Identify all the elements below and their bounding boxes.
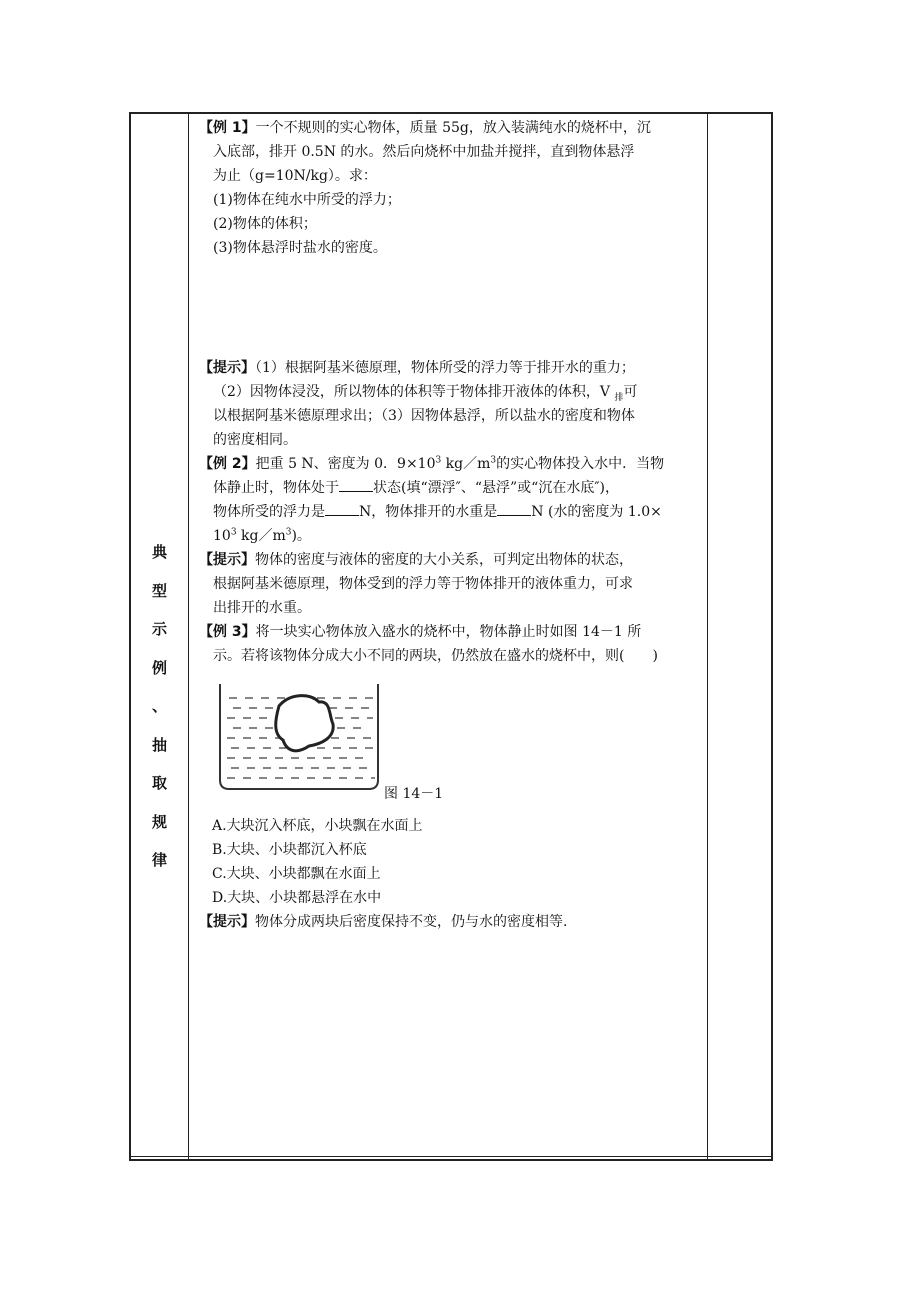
object-shape [276, 696, 333, 751]
text-line [199, 380, 709, 404]
option-c[interactable]: C.大块、小块都飘在水面上 [212, 866, 381, 882]
hint-1 [199, 356, 709, 380]
text-line [199, 476, 709, 500]
text-line: 示。若将该物体分成大小不同的两块，仍然放在盛水的烧杯中，则( ) [213, 648, 658, 664]
example-3 [199, 620, 709, 644]
superscript: 3 [435, 455, 442, 466]
label-char: 规 [151, 812, 167, 831]
text-part: （2）因物体浸没，所以物体的体积等于物体排开液体的体积，V [213, 384, 611, 400]
text-line: 物体的密度与液体的密度的大小关系，可判定出物体的状态， [255, 552, 633, 568]
text-line: 为止（g=10N/kg）。求： [213, 168, 377, 184]
main-content [199, 116, 709, 668]
text-part: 可 [623, 384, 638, 400]
label-char: 取 [151, 774, 167, 792]
answer-space [199, 260, 709, 356]
options-list [212, 814, 423, 910]
text-line: 根据阿基米德原理，物体受到的浮力等于物体排开的液体重力，可求 [213, 576, 633, 592]
text-line: 入底部，排开 0.5N 的水。然后向烧杯中加盐并搅拌，直到物体悬浮 [213, 144, 635, 160]
label-column [131, 114, 189, 1159]
section-label [131, 542, 188, 889]
question-2: (2)物体的体积； [213, 216, 317, 232]
superscript: 3 [285, 527, 292, 538]
example-2 [199, 452, 709, 476]
option-a[interactable]: A.大块沉入杯底，小块飘在水面上 [212, 818, 423, 834]
label-char: 示 [151, 620, 167, 638]
option-b[interactable]: B.大块、小块都沉入杯底 [212, 842, 367, 858]
label-char: 律 [151, 851, 167, 869]
example-1 [199, 116, 709, 140]
label-char: 例 [151, 658, 167, 677]
subscript: 排 [614, 392, 624, 403]
text-part: 把重 5 N、密度为 0．9×10 [255, 456, 436, 472]
text-line: 以根据阿基米德原理求出；（3）因物体悬浮，所以盐水的密度和物体 [213, 408, 635, 424]
hint-tag: 【提示】 [199, 360, 255, 376]
answer-blank[interactable] [339, 477, 373, 492]
label-char: 型 [151, 581, 167, 600]
hint-tag: 【提示】 [199, 552, 255, 568]
label-char: 、 [151, 697, 167, 715]
text-line: 出排开的水重。 [213, 600, 311, 616]
question-1: (1)物体在纯水中所受的浮力； [213, 192, 401, 208]
text-part: kg／m [236, 528, 286, 544]
hint-tag: 【提示】 [199, 914, 255, 930]
text-part: 状态(填“漂浮″、“悬浮”或“沉在水底″)， [373, 480, 620, 496]
notes-column [707, 114, 771, 1159]
question-3: (3)物体悬浮时盐水的密度。 [213, 240, 387, 256]
text-part: N，物体排开的水重是 [359, 504, 498, 520]
superscript: 3 [490, 455, 497, 466]
example-tag: 【例 3】 [199, 624, 256, 640]
answer-blank[interactable] [325, 501, 359, 516]
text-part: N (水的密度为 1.0× [531, 504, 662, 520]
answer-blank[interactable] [497, 501, 531, 516]
text-part: 物体所受的浮力是 [213, 504, 325, 520]
text-part: 的实心物体投入水中．当物 [496, 456, 665, 472]
text-line: 一个不规则的实心物体，质量 55g，放入装满纯水的烧杯中，沉 [255, 120, 651, 136]
text-line [199, 500, 709, 524]
hint-2 [199, 548, 709, 572]
text-part: 体静止时，物体处于 [213, 480, 339, 496]
text-line: 的密度相同。 [213, 432, 297, 448]
figure-caption: 图 14－1 [384, 786, 444, 802]
example-tag: 【例 2】 [199, 456, 256, 472]
text-line: （1）根据阿基米德原理，物体所受的浮力等于排开水的重力； [255, 360, 635, 376]
label-char: 典 [151, 543, 167, 561]
superscript: 3 [230, 527, 237, 538]
option-d[interactable]: D.大块、小块都悬浮在水中 [212, 890, 382, 906]
example-tag: 【例 1】 [199, 120, 256, 136]
text-line: 将一块实心物体放入盛水的烧杯中，物体静止时如图 14－1 所 [255, 624, 642, 640]
label-char: 抽 [151, 735, 167, 754]
hint-3 [199, 910, 567, 934]
beaker-figure [217, 682, 381, 792]
text-part: kg／m [441, 456, 491, 472]
text-part: )。 [291, 528, 311, 544]
text-line: 物体分成两块后密度保持不变，仍与水的密度相等. [255, 914, 568, 930]
text-part: 10 [213, 528, 231, 544]
text-line [199, 524, 709, 548]
